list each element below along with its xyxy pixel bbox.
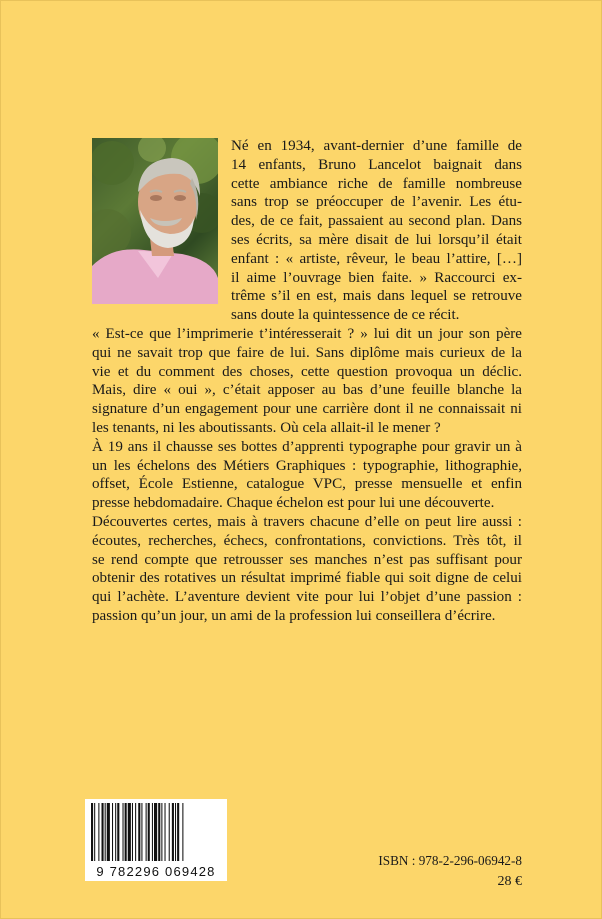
text-line: presse hebdomadaire. Chaque échelon est pour lui une découverte. xyxy=(92,495,495,512)
text-line: ses écrits, sa mère disait de lui lorsqu’il était xyxy=(231,231,522,248)
barcode-bar xyxy=(135,803,136,861)
text-line: des, de ce fait, passaient au second plan. Dans xyxy=(231,213,522,230)
barcode-bar xyxy=(141,803,142,861)
barcode-bar xyxy=(107,803,110,861)
barcode-bar xyxy=(169,803,170,861)
barcode-bar xyxy=(98,803,99,861)
text-line: sans trop se préoccuper de l’avenir. Les étu- xyxy=(231,194,522,211)
barcode-bar xyxy=(165,803,166,861)
barcode-bar xyxy=(94,803,95,861)
barcode-bar xyxy=(148,803,150,861)
text-line: qui l’achète. L’aventure devient vite pour lui l’objet d’une passion : xyxy=(92,589,522,606)
text-line: enfant : « artiste, rêveur, le beau l’attire, […] xyxy=(231,250,522,267)
text-line: qui ne savait trop que faire de lui. Sans diplôme mais curieux de la xyxy=(92,344,522,361)
text-line: vie et du comment des choses, cette question provoqua un déclic. xyxy=(92,363,522,380)
barcode-bars xyxy=(85,799,227,863)
text-line: À 19 ans il chausse ses bottes d’apprenti typographe pour gravir un à xyxy=(92,438,522,455)
barcode-bar xyxy=(123,803,124,861)
text-line: signature d’un engagement pour une carrière dont il ne connaissait ni xyxy=(92,401,522,418)
barcode-number: 9 782296 069428 xyxy=(96,864,216,879)
text-line: « Est-ce que l’imprimerie t’intéresserait ? » lui dit un jour son père xyxy=(92,325,522,342)
text-line: il aime l’ouvrage bien faite. » Raccourci ex- xyxy=(231,269,522,286)
text-line: obtenir des rotatives un résultat imprimé fiable qui soit digne de celui xyxy=(92,570,522,587)
barcode-bar xyxy=(105,803,106,861)
text-line: se rend compte que retrousser ses manches n’est pas suffisant pour xyxy=(92,551,522,568)
barcode-bar xyxy=(128,803,131,861)
barcode-bar xyxy=(91,803,93,861)
barcode-bar xyxy=(138,803,140,861)
barcode-bar xyxy=(161,803,162,861)
text-line: trême s’il en est, mais dans lequel se retrouve xyxy=(231,288,522,305)
text-line: un les échelons des Métiers Graphiques : typographie, lithographie, xyxy=(92,457,522,474)
barcode-bar xyxy=(146,803,147,861)
barcode-bar xyxy=(117,803,119,861)
text-line: offset, École Estienne, catalogue VPC, presse mensuelle et enfin xyxy=(92,476,522,493)
barcode-bar xyxy=(158,803,160,861)
barcode-bar xyxy=(154,803,157,861)
barcode-bar xyxy=(152,803,153,861)
text-line: écoutes, recherches, échecs, confrontations, convictions. Très tôt, il xyxy=(92,532,522,549)
text-line: sans doute la quintessence de ce récit. xyxy=(231,307,460,324)
text-line: Né en 1934, avant-dernier d’une famille de xyxy=(231,138,522,154)
text-line: Mais, dire « oui », c’était apposer au bas d’une feuille blanche la xyxy=(92,382,522,399)
barcode xyxy=(85,799,227,881)
biography-text xyxy=(92,137,522,626)
text-line: les tenants, ni les aboutissants. Où cela allait-il le mener ? xyxy=(92,419,441,436)
text-line: 14 enfants, Bruno Lancelot baignait dans xyxy=(231,156,522,173)
price: 28 € xyxy=(497,874,522,889)
barcode-bar xyxy=(125,803,127,861)
barcode-bar xyxy=(177,803,179,861)
barcode-bar xyxy=(112,803,113,861)
text-line: Découvertes certes, mais à travers chacune d’elle on peut lire aussi : xyxy=(92,513,522,530)
barcode-bar xyxy=(175,803,176,861)
isbn: ISBN : 978-2-296-06942-8 xyxy=(378,853,522,868)
barcode-bar xyxy=(115,803,116,861)
barcode-bar xyxy=(132,803,133,861)
text-line: passion qu’un jour, un ami de la profession lui conseillera d’écrire. xyxy=(92,607,496,624)
photo-wrap-spacer xyxy=(92,137,231,309)
text-line: cette ambiance riche de famille nombreuse xyxy=(231,175,522,192)
barcode-bar xyxy=(182,803,183,861)
barcode-bar xyxy=(102,803,104,861)
barcode-bar xyxy=(172,803,174,861)
